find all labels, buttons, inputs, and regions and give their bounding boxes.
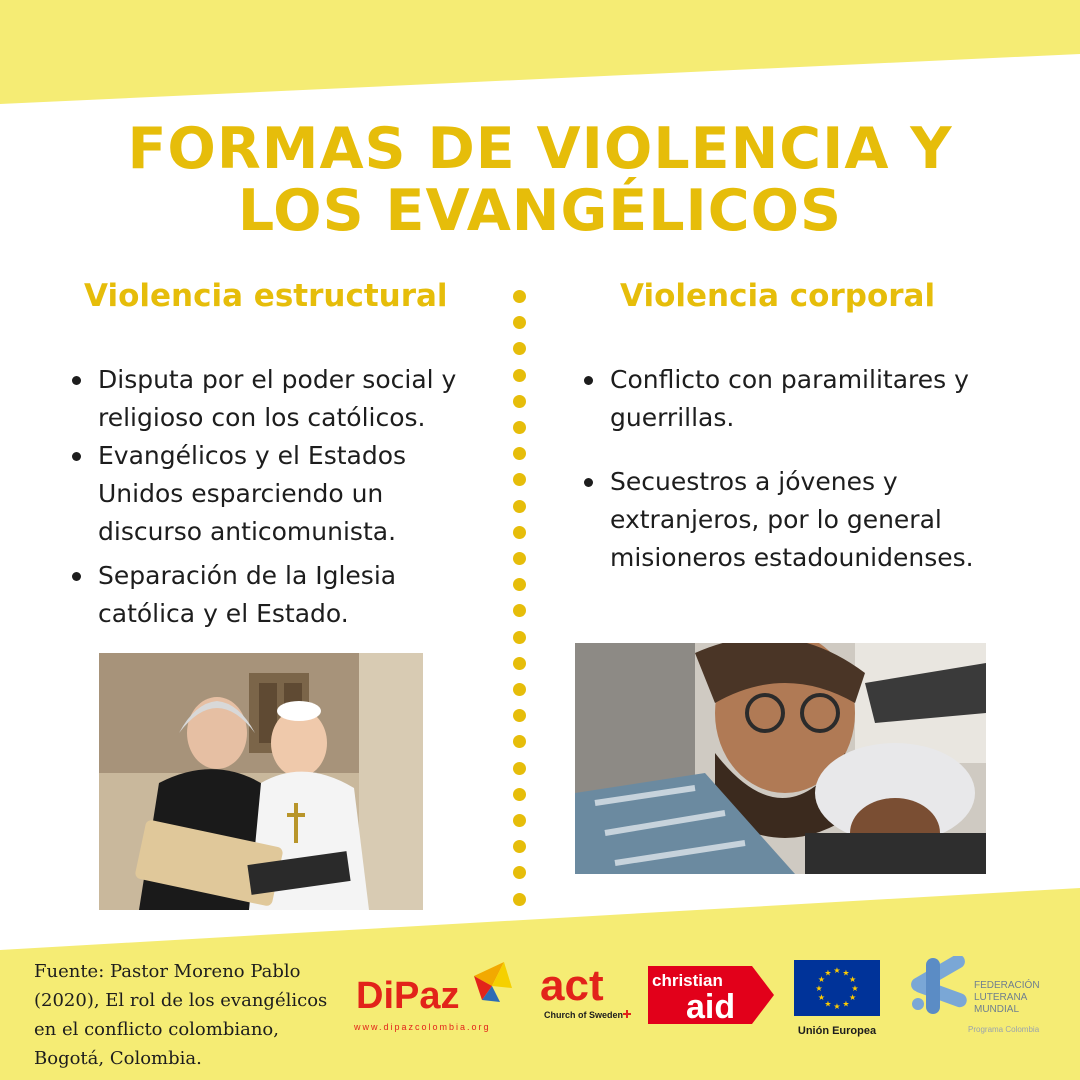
- act-subtitle: Church of Sweden: [544, 1010, 624, 1020]
- flm-line-3: MUNDIAL: [974, 1004, 1020, 1015]
- list-item: Separación de la Iglesia católica y el Estado.: [70, 557, 490, 633]
- svg-text:DiPaz: DiPaz: [356, 975, 460, 1017]
- dipaz-logo-graphic: [354, 958, 514, 1038]
- photo-missionary-hug: [575, 643, 986, 874]
- divider-dot: [513, 421, 526, 434]
- eu-star-icon: ★: [849, 993, 857, 1002]
- eu-star-icon: ★: [815, 984, 823, 993]
- dotted-divider: [513, 290, 529, 915]
- eu-star-icon: ★: [833, 1002, 841, 1011]
- eu-flag: [794, 960, 880, 1040]
- title-line-2: LOS EVANGÉLICOS: [237, 178, 843, 244]
- christian-aid-line-1: christian: [652, 971, 723, 990]
- photo-pastor-and-pope-illustration: [99, 653, 423, 910]
- christian-aid-line-2: aid: [686, 988, 736, 1024]
- list-item: Secuestros a jóvenes y extranjeros, por lo general misioneros estadounidenses.: [582, 463, 1022, 577]
- photo-pastor-and-pope: [99, 653, 423, 910]
- divider-dot: [513, 709, 526, 722]
- divider-dot: [513, 735, 526, 748]
- dipaz-url: www.dipazcolombia.org: [354, 1022, 491, 1032]
- divider-dot: [513, 473, 526, 486]
- federacion-luterana-mundial-logo: [904, 956, 1050, 1038]
- divider-dot: [513, 369, 526, 382]
- divider-dot: [513, 604, 526, 617]
- divider-dot: [513, 788, 526, 801]
- eu-star-icon: ★: [842, 999, 850, 1009]
- eu-star-icon: ★: [824, 999, 832, 1009]
- eu-star-icon: ★: [851, 984, 859, 993]
- flm-line-2: LUTERANA: [974, 992, 1028, 1003]
- divider-dot: [513, 395, 526, 408]
- divider-dot: [513, 893, 526, 906]
- divider-dot: [513, 814, 526, 827]
- christian-aid-logo: [648, 966, 774, 1024]
- act-wordmark: act: [540, 961, 604, 1010]
- christian-aid-logo-graphic: [648, 966, 774, 1024]
- left-bullet-list: [70, 361, 490, 633]
- flm-subtitle: Programa Colombia: [968, 1025, 1040, 1034]
- divider-dot: [513, 552, 526, 565]
- heading-violencia-corporal: Violencia corporal: [620, 278, 936, 314]
- act-logo-graphic: [540, 960, 636, 1024]
- eu-star-icon: ★: [817, 993, 825, 1002]
- dipaz-logo: [354, 958, 514, 1038]
- divider-dot: [513, 290, 526, 303]
- divider-dot: [513, 316, 526, 329]
- right-bullet-list: [582, 361, 1022, 577]
- title-line-1: FORMAS DE VIOLENCIA Y: [127, 116, 953, 182]
- list-item: Conflicto con paramilitares y guerrillas.: [582, 361, 1022, 437]
- page-title: [0, 118, 1080, 242]
- divider-dot: [513, 683, 526, 696]
- eu-logo: [794, 960, 880, 1040]
- divider-dot: [513, 657, 526, 670]
- divider-dot: [513, 578, 526, 591]
- divider-dot: [513, 342, 526, 355]
- divider-dot: [513, 500, 526, 513]
- divider-dot: [513, 762, 526, 775]
- eu-star-icon: ★: [849, 975, 857, 984]
- heading-violencia-estructural: Violencia estructural: [84, 278, 448, 314]
- eu-star-icon: ★: [842, 968, 850, 978]
- eu-star-icon: ★: [833, 966, 841, 975]
- eu-caption: Unión Europea: [797, 1025, 877, 1037]
- divider-dot: [513, 447, 526, 460]
- act-church-of-sweden-logo: [540, 960, 636, 1024]
- source-citation: Fuente: Pastor Moreno Pablo (2020), El rol de los evangélicos en el conflicto colombiano, Bogotá, Colombia.: [34, 961, 328, 1069]
- list-item: Disputa por el poder social y religioso con los católicos.: [70, 361, 490, 437]
- flm-line-1: FEDERACIÓN: [974, 980, 1040, 991]
- eu-star-icon: ★: [824, 968, 832, 978]
- photo-missionary-hug-illustration: [575, 643, 986, 874]
- divider-dot: [513, 840, 526, 853]
- flm-logo-graphic: [904, 956, 1050, 1038]
- divider-dot: [513, 866, 526, 879]
- divider-dot: [513, 631, 526, 644]
- list-item: Evangélicos y el Estados Unidos esparciendo un discurso anticomunista.: [70, 437, 490, 551]
- divider-dot: [513, 526, 526, 539]
- eu-star-icon: ★: [817, 975, 825, 984]
